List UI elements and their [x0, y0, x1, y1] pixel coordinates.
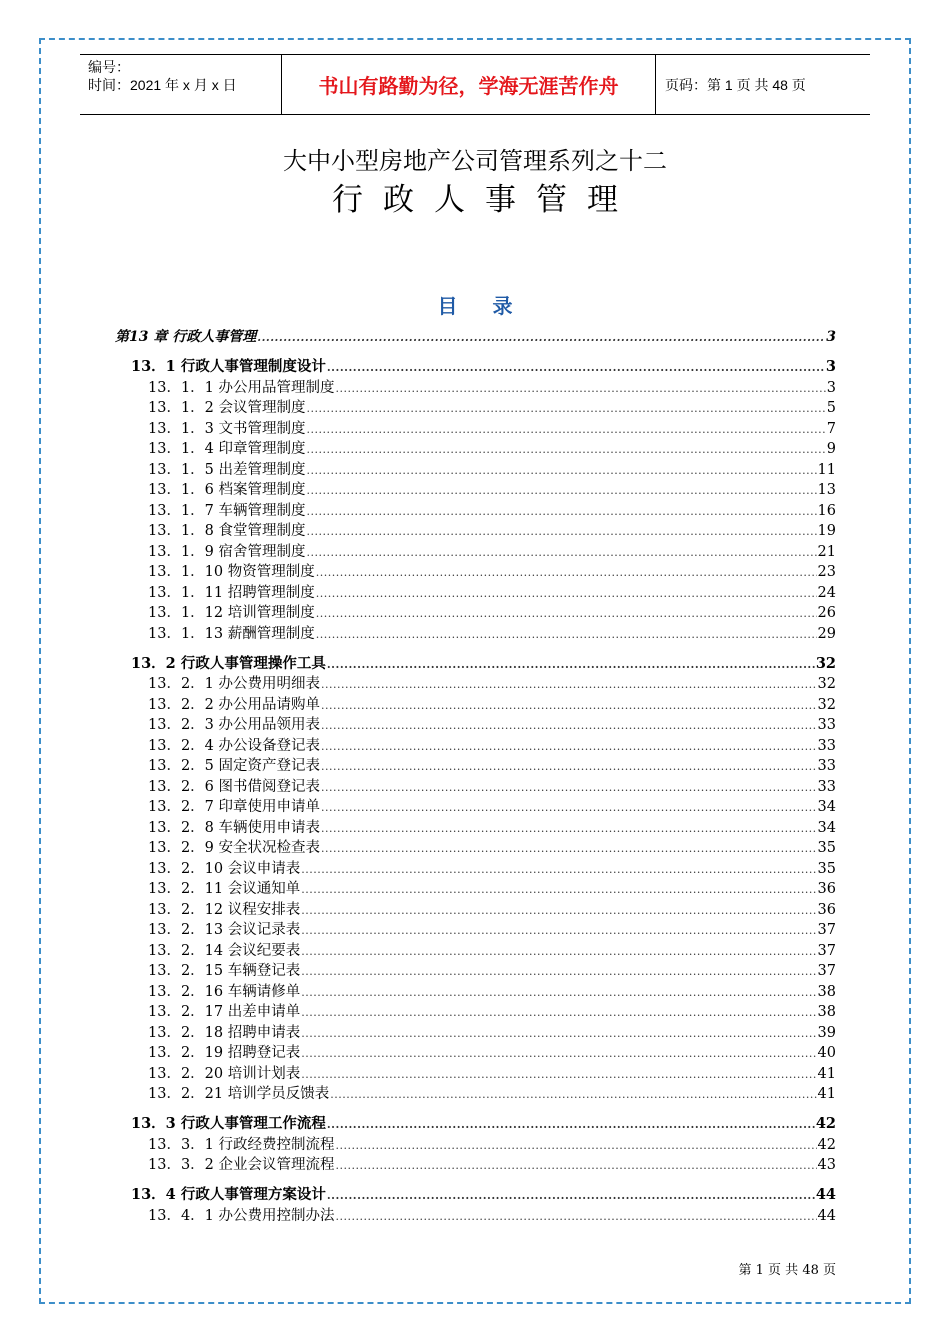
- toc-entry-page: 19: [817, 523, 836, 539]
- toc-entry-label: 13．1．11 招聘管理制度: [148, 585, 315, 601]
- toc-leader-dots: [301, 860, 816, 880]
- toc-leader-dots: [307, 440, 826, 460]
- toc-entry-label: 13．2．3 办公用品领用表: [148, 717, 321, 733]
- toc-leader-dots: [301, 942, 816, 962]
- toc-leader-dots: [327, 1115, 815, 1135]
- toc-leader-dots: [321, 757, 817, 777]
- toc-leader-dots: [330, 1085, 816, 1105]
- toc-entry-page: 24: [817, 585, 836, 601]
- toc-entry[interactable]: [148, 818, 836, 838]
- toc-entry-page: 34: [817, 820, 836, 836]
- header-page-info: 页码：第 1 页 共 48 页: [665, 76, 806, 93]
- toc-leader-dots: [307, 481, 817, 501]
- toc-section[interactable]: [131, 654, 836, 674]
- toc-entry-page: 7: [826, 421, 836, 437]
- toc-entry-page: 37: [817, 922, 836, 938]
- toc-entry[interactable]: [148, 542, 836, 562]
- toc-leader-dots: [307, 399, 826, 419]
- toc-leader-dots: [321, 839, 817, 859]
- toc-entry-label: 13．1．7 车辆管理制度: [148, 503, 306, 519]
- toc-entry-page: 43: [817, 1157, 836, 1173]
- toc-entry-label: 13．2．7 印章使用申请单: [148, 799, 321, 815]
- toc-entry[interactable]: [148, 1023, 836, 1043]
- toc-entry[interactable]: [148, 1206, 836, 1226]
- toc-entry-page: 3: [826, 329, 836, 345]
- toc-leader-dots: [321, 798, 817, 818]
- toc-entry-label: 13．2．4 办公设备登记表: [148, 738, 321, 754]
- toc-entry-page: 9: [826, 441, 836, 457]
- toc-leader-dots: [327, 655, 815, 675]
- toc-entry-label: 13．3 行政人事管理工作流程: [131, 1115, 326, 1132]
- toc-entry-page: 41: [817, 1086, 836, 1102]
- toc-leader-dots: [307, 502, 817, 522]
- toc-entry-label: 13．1．9 宿舍管理制度: [148, 544, 306, 560]
- document-title: 行政人事管理: [332, 182, 638, 218]
- toc-leader-dots: [316, 604, 817, 624]
- toc-leader-dots: [327, 1186, 815, 1206]
- toc-entry-label: 13．1．1 办公用品管理制度: [148, 380, 335, 396]
- toc-entry[interactable]: [148, 736, 836, 756]
- toc-leader-dots: [327, 358, 825, 378]
- toc-leader-dots: [301, 921, 816, 941]
- toc-entry[interactable]: [148, 1155, 836, 1175]
- toc-entry-label: 13．2．13 会议记录表: [148, 922, 301, 938]
- toc-leader-dots: [316, 625, 817, 645]
- toc-entry[interactable]: [148, 1135, 836, 1155]
- toc-entry[interactable]: [148, 419, 836, 439]
- toc-entry[interactable]: [148, 1043, 836, 1063]
- toc-entry-page: 29: [817, 626, 836, 642]
- toc-chapter[interactable]: [115, 327, 836, 347]
- toc-leader-dots: [316, 584, 817, 604]
- toc-entry-page: 36: [817, 902, 836, 918]
- toc-leader-dots: [321, 737, 817, 757]
- toc-entry-label: 第13 章 行政人事管理: [115, 329, 257, 345]
- toc-entry-label: 13．1 行政人事管理制度设计: [131, 358, 326, 375]
- toc-entry-label: 13．1．8 食堂管理制度: [148, 523, 306, 539]
- toc-entry[interactable]: [148, 603, 836, 623]
- toc-leader-dots: [307, 522, 817, 542]
- header-motto: 书山有路勤为径，学海无涯苦作舟: [282, 55, 656, 114]
- toc-entry-label: 13．1．12 培训管理制度: [148, 605, 315, 621]
- toc-entry-page: 32: [817, 676, 836, 692]
- toc-entry-page: 33: [817, 758, 836, 774]
- toc-entry-label: 13．1．4 印章管理制度: [148, 441, 306, 457]
- toc-entry-page: 26: [817, 605, 836, 621]
- toc-leader-dots: [321, 819, 817, 839]
- toc-leader-dots: [307, 543, 817, 563]
- toc-entry-label: 13．4 行政人事管理方案设计: [131, 1186, 326, 1203]
- toc-leader-dots: [301, 1065, 816, 1085]
- toc-leader-dots: [321, 696, 817, 716]
- toc-entry-label: 13．1．5 出差管理制度: [148, 462, 306, 478]
- toc-entry-page: 44: [815, 1186, 836, 1203]
- toc-entry[interactable]: [148, 920, 836, 940]
- header-meta: [80, 55, 282, 114]
- toc-entry-label: 13．2．20 培训计划表: [148, 1066, 301, 1082]
- toc-leader-dots: [301, 1044, 816, 1064]
- toc-entry-label: 13．2．14 会议纪要表: [148, 943, 301, 959]
- toc-entry-label: 13．2．17 出差申请单: [148, 1004, 301, 1020]
- toc-entry-label: 13．2．2 办公用品请购单: [148, 697, 321, 713]
- toc-entry[interactable]: [148, 398, 836, 418]
- toc-entry-page: 32: [817, 697, 836, 713]
- toc-entry-label: 13．2．10 会议申请表: [148, 861, 301, 877]
- toc-entry[interactable]: [148, 378, 836, 398]
- toc-entry-page: 33: [817, 738, 836, 754]
- toc-entry-page: 5: [826, 400, 836, 416]
- toc-entry-label: 13．2 行政人事管理操作工具: [131, 655, 326, 672]
- toc-entry[interactable]: [148, 460, 836, 480]
- toc-entry[interactable]: [148, 480, 836, 500]
- toc-entry-label: 13．2．5 固定资产登记表: [148, 758, 321, 774]
- toc-leader-dots: [336, 379, 826, 399]
- toc-entry-label: 13．3．1 行政经费控制流程: [148, 1137, 335, 1153]
- toc-entry-label: 13．4．1 办公费用控制办法: [148, 1208, 335, 1224]
- toc-entry-page: 42: [815, 1115, 836, 1132]
- toc-entry-label: 13．1．13 薪酬管理制度: [148, 626, 315, 642]
- toc-entry-label: 13．2．1 办公费用明细表: [148, 676, 321, 692]
- toc-leader-dots: [321, 675, 817, 695]
- document-time: 时间：2021 年 x 月 x 日: [88, 77, 237, 93]
- toc-entry[interactable]: [148, 695, 836, 715]
- toc-entry-page: 44: [817, 1208, 836, 1224]
- toc-entry-page: 16: [817, 503, 836, 519]
- toc-entry-page: 32: [815, 655, 836, 672]
- toc-leader-dots: [316, 563, 817, 583]
- toc-entry[interactable]: [148, 439, 836, 459]
- toc-entry-page: 21: [817, 544, 836, 560]
- toc-entry[interactable]: [148, 501, 836, 521]
- toc-entry-page: 39: [817, 1025, 836, 1041]
- toc-leader-dots: [301, 880, 816, 900]
- toc-entry-label: 13．2．19 招聘登记表: [148, 1045, 301, 1061]
- toc-entry-label: 13．1．6 档案管理制度: [148, 482, 306, 498]
- toc-entry-page: 38: [817, 984, 836, 1000]
- toc-entry-page: 42: [817, 1137, 836, 1153]
- toc-entry-label: 13．2．16 车辆请修单: [148, 984, 301, 1000]
- toc-leader-dots: [307, 461, 817, 481]
- toc-entry-page: 40: [817, 1045, 836, 1061]
- toc-entry-label: 13．2．15 车辆登记表: [148, 963, 301, 979]
- toc-entry[interactable]: [148, 583, 836, 603]
- toc-leader-dots: [301, 901, 816, 921]
- toc-entry[interactable]: [148, 859, 836, 879]
- document-number-label: 编号：: [88, 59, 130, 75]
- toc-entry[interactable]: [148, 624, 836, 644]
- toc-section[interactable]: [131, 1114, 836, 1134]
- toc-entry-page: 33: [817, 779, 836, 795]
- series-title: 大中小型房地产公司管理系列之十二: [283, 147, 667, 175]
- toc-entry-label: 13．2．18 招聘申请表: [148, 1025, 301, 1041]
- toc-entry[interactable]: [148, 562, 836, 582]
- toc-leader-dots: [257, 328, 825, 348]
- toc-leader-dots: [301, 962, 816, 982]
- toc-entry-page: 38: [817, 1004, 836, 1020]
- toc-entry-page: 3: [825, 358, 836, 375]
- toc-entry[interactable]: [148, 797, 836, 817]
- toc-entry-page: 37: [817, 943, 836, 959]
- toc-entry[interactable]: [148, 521, 836, 541]
- toc-leader-dots: [301, 983, 816, 1003]
- toc-entry[interactable]: [148, 1002, 836, 1022]
- toc-leader-dots: [307, 420, 826, 440]
- toc-entry-page: 35: [817, 840, 836, 856]
- toc-entry-label: 13．3．2 企业会议管理流程: [148, 1157, 335, 1173]
- toc-section[interactable]: [131, 1185, 836, 1205]
- toc-entry[interactable]: [148, 982, 836, 1002]
- toc-entry-page: 13: [817, 482, 836, 498]
- toc-entry[interactable]: [148, 674, 836, 694]
- toc-entry-page: 11: [817, 462, 836, 478]
- toc-entry-label: 13．2．6 图书借阅登记表: [148, 779, 321, 795]
- toc-entry[interactable]: [148, 756, 836, 776]
- toc-entry[interactable]: [148, 777, 836, 797]
- toc-entry-label: 13．2．9 安全状况检查表: [148, 840, 321, 856]
- toc-entry-page: 36: [817, 881, 836, 897]
- toc-entry-page: 35: [817, 861, 836, 877]
- toc-entry-label: 13．2．11 会议通知单: [148, 881, 301, 897]
- toc-heading: 目 录: [437, 294, 527, 318]
- toc-entry[interactable]: [148, 961, 836, 981]
- page-footer: 第 1 页 共 48 页: [738, 1263, 836, 1278]
- toc-section[interactable]: [131, 357, 836, 377]
- toc-entry[interactable]: [148, 1084, 836, 1104]
- toc-entry-label: 13．1．10 物资管理制度: [148, 564, 315, 580]
- toc-entry-page: 34: [817, 799, 836, 815]
- toc-entry-page: 33: [817, 717, 836, 733]
- toc-leader-dots: [301, 1024, 816, 1044]
- toc-leader-dots: [336, 1207, 817, 1227]
- toc-entry-label: 13．1．3 文书管理制度: [148, 421, 306, 437]
- toc-leader-dots: [336, 1136, 817, 1156]
- toc-entry-page: 37: [817, 963, 836, 979]
- toc-entry[interactable]: [148, 715, 836, 735]
- toc-entry[interactable]: [148, 879, 836, 899]
- toc-leader-dots: [321, 716, 817, 736]
- toc-entry-label: 13．2．8 车辆使用申请表: [148, 820, 321, 836]
- toc-entry-page: 23: [817, 564, 836, 580]
- toc-leader-dots: [321, 778, 817, 798]
- toc-entry-label: 13．2．21 培训学员反馈表: [148, 1086, 330, 1102]
- toc-entry[interactable]: [148, 900, 836, 920]
- toc-entry[interactable]: [148, 1064, 836, 1084]
- toc-entry-label: 13．2．12 议程安排表: [148, 902, 301, 918]
- toc-leader-dots: [336, 1156, 817, 1176]
- toc-leader-dots: [301, 1003, 816, 1023]
- toc-entry[interactable]: [148, 941, 836, 961]
- toc-entry-page: 41: [817, 1066, 836, 1082]
- toc-entry-label: 13．1．2 会议管理制度: [148, 400, 306, 416]
- document-header: [80, 54, 870, 115]
- toc-entry-page: 3: [826, 380, 836, 396]
- toc-entry[interactable]: [148, 838, 836, 858]
